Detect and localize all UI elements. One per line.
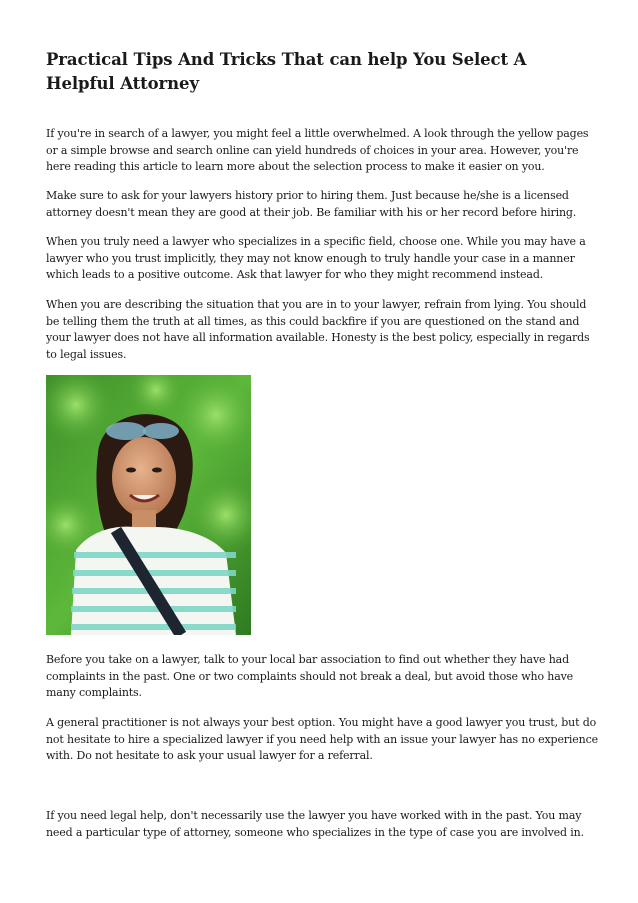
article-paragraph: If you need legal help, don't necessarily use the lawyer you have worked with in the past. You may need a particular type of attorney, someone who specializes in the type of case you are involved in.: [46, 809, 584, 839]
article-paragraph: When you truly need a lawyer who specializes in a specific field, choose one. While you may have a lawyer who you trust implicitly, they may not know enough to truly handle your case in a manner which leads to a positive outcome. Ask that lawyer for who they might recommend instead.: [46, 235, 586, 281]
article-paragraph: A general practitioner is not always your best option. You might have a good lawyer you trust, but do not hesitate to hire a specialized lawyer if you need help with an issue your lawyer has no experience with. Do not hesitate to ask your usual lawyer for a referral.: [46, 716, 598, 762]
article-paragraph: Make sure to ask for your lawyers history prior to hiring them. Just because he/she is a licensed attorney doesn't mean they are good at their job. Be familiar with his or her record before hiring.: [46, 189, 577, 219]
document-page: [46, 48, 598, 839]
article-paragraph: When you are describing the situation that you are in to your lawyer, refrain from lying. You should be telling them the truth at all times, as this could backfire if you are questioned on the stand and your lawyer does not have all information available. Honesty is the best policy, especially in regards to legal issues.: [46, 298, 590, 361]
woman-portrait-illustration: [46, 375, 251, 635]
article-paragraph: If you're in search of a lawyer, you might feel a little overwhelmed. A look through the yellow pages or a simple browse and search online can yield hundreds of choices in your area. However, you're here reading this article to learn more about the selection process to make it easier on you.: [46, 127, 589, 173]
article-paragraph: Before you take on a lawyer, talk to your local bar association to find out whether they have had complaints in the past. One or two complaints should not break a deal, but avoid those who have many complaints.: [46, 653, 574, 699]
woman-portrait-photo: [46, 375, 251, 635]
article-title: Practical Tips And Tricks That can help You Select A Helpful Attorney: [46, 50, 527, 93]
